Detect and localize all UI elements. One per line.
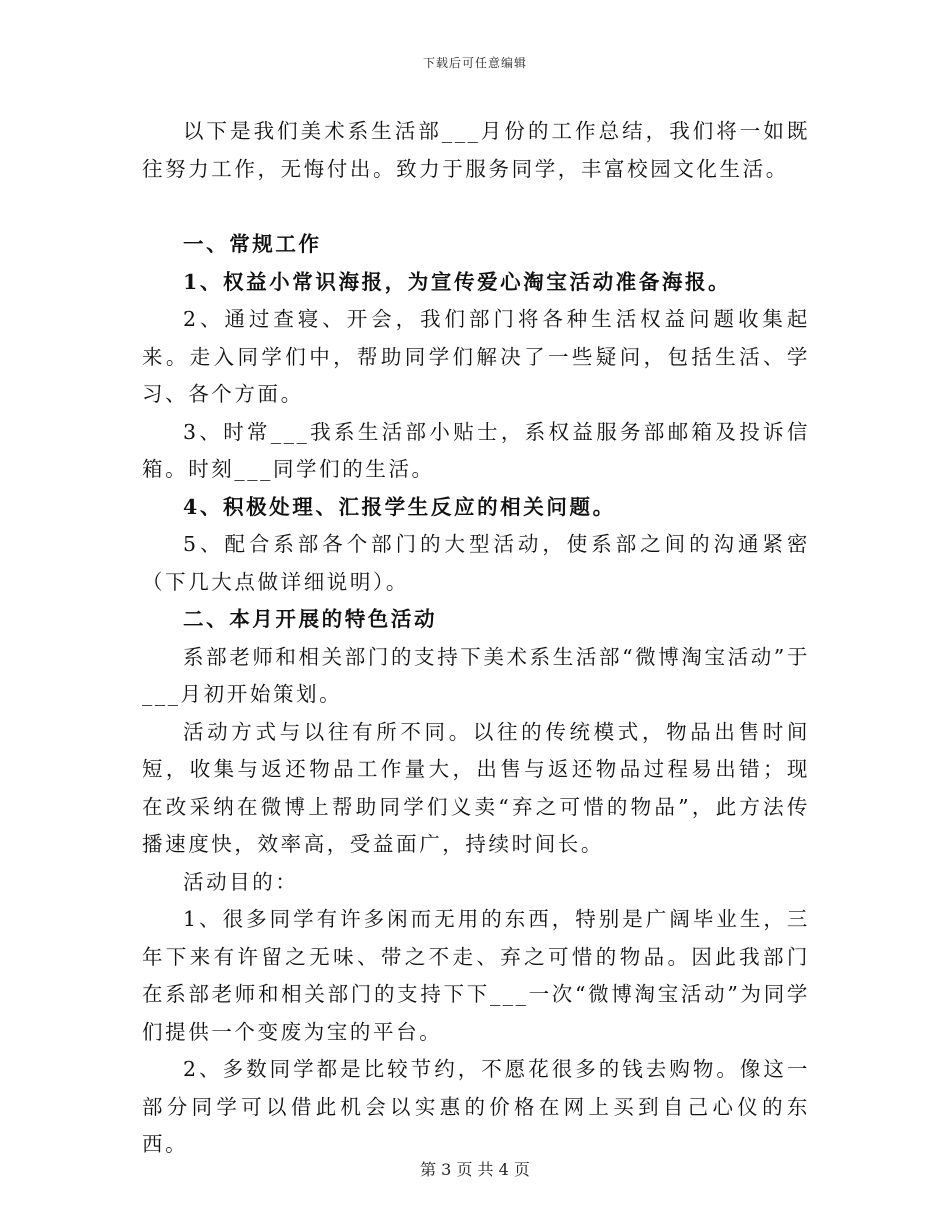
item-4-handle-issues: 4、积极处理、汇报学生反应的相关问题。 [183,494,616,519]
item-2-collect-issues: 2、通过查寝、开会，我们部门将各种生活权益问题收集起来。走入同学们中，帮助同学们解决了一些疑问，包括生活、学习、各个方面。 [142,307,810,406]
purpose-item-2: 2、多数同学都是比较节约，不愿花很多的钱去购物。像这一部分同学可以借此机会以实惠的价格在网上买到自己心仪的东西。 [142,1057,810,1156]
intro-paragraph: 以下是我们美术系生活部___月份的工作总结，我们将一如既往努力工作，无悔付出。致力于服务同学，丰富校园文化生活。 [142,119,810,181]
activity-purpose-label: 活动目的： [183,869,299,894]
item-1-poster: 1、权益小常识海报，为宣传爱心淘宝活动准备海报。 [183,269,732,294]
page-header: 下载后可任意编辑 [422,56,527,70]
section-heading-special-activities: 二、本月开展的特色活动 [183,607,438,631]
purpose-item-1: 1、很多同学有许多闲而无用的东西，特别是广阔毕业生，三年下来有许留之无味、带之不走、弃之可惜的物品。因此我部门在系部老师和相关部门的支持下下___一次“微博淘宝活动”为同学们提供一个变废为宝的平台。 [142,907,810,1044]
section-heading-routine-work: 一、常规工作 [183,232,322,256]
section-gap [142,188,810,226]
activity-planning-paragraph: 系部老师和相关部门的支持下美术系生活部“微博淘宝活动”于___月初开始策划。 [142,644,810,706]
document-body [142,113,810,1164]
page-footer: 第 3 页 共 4 页 [420,1160,530,1179]
item-5-cooperate: 5、配合系部各个部门的大型活动，使系部之间的沟通紧密（下几大点做详细说明）。 [142,532,810,594]
activity-method-paragraph: 活动方式与以往有所不同。以往的传统模式，物品出售时间短，收集与返还物品工作量大，出售与返还物品过程易出错；现在改采纳在微博上帮助同学们义卖“弃之可惜的物品”，此方法传播速度快，效率高，受益面广，持续时间长。 [142,719,810,856]
item-3-tips: 3、时常___我系生活部小贴士，系权益服务部邮箱及投诉信箱。时刻___同学们的生活。 [142,419,810,481]
